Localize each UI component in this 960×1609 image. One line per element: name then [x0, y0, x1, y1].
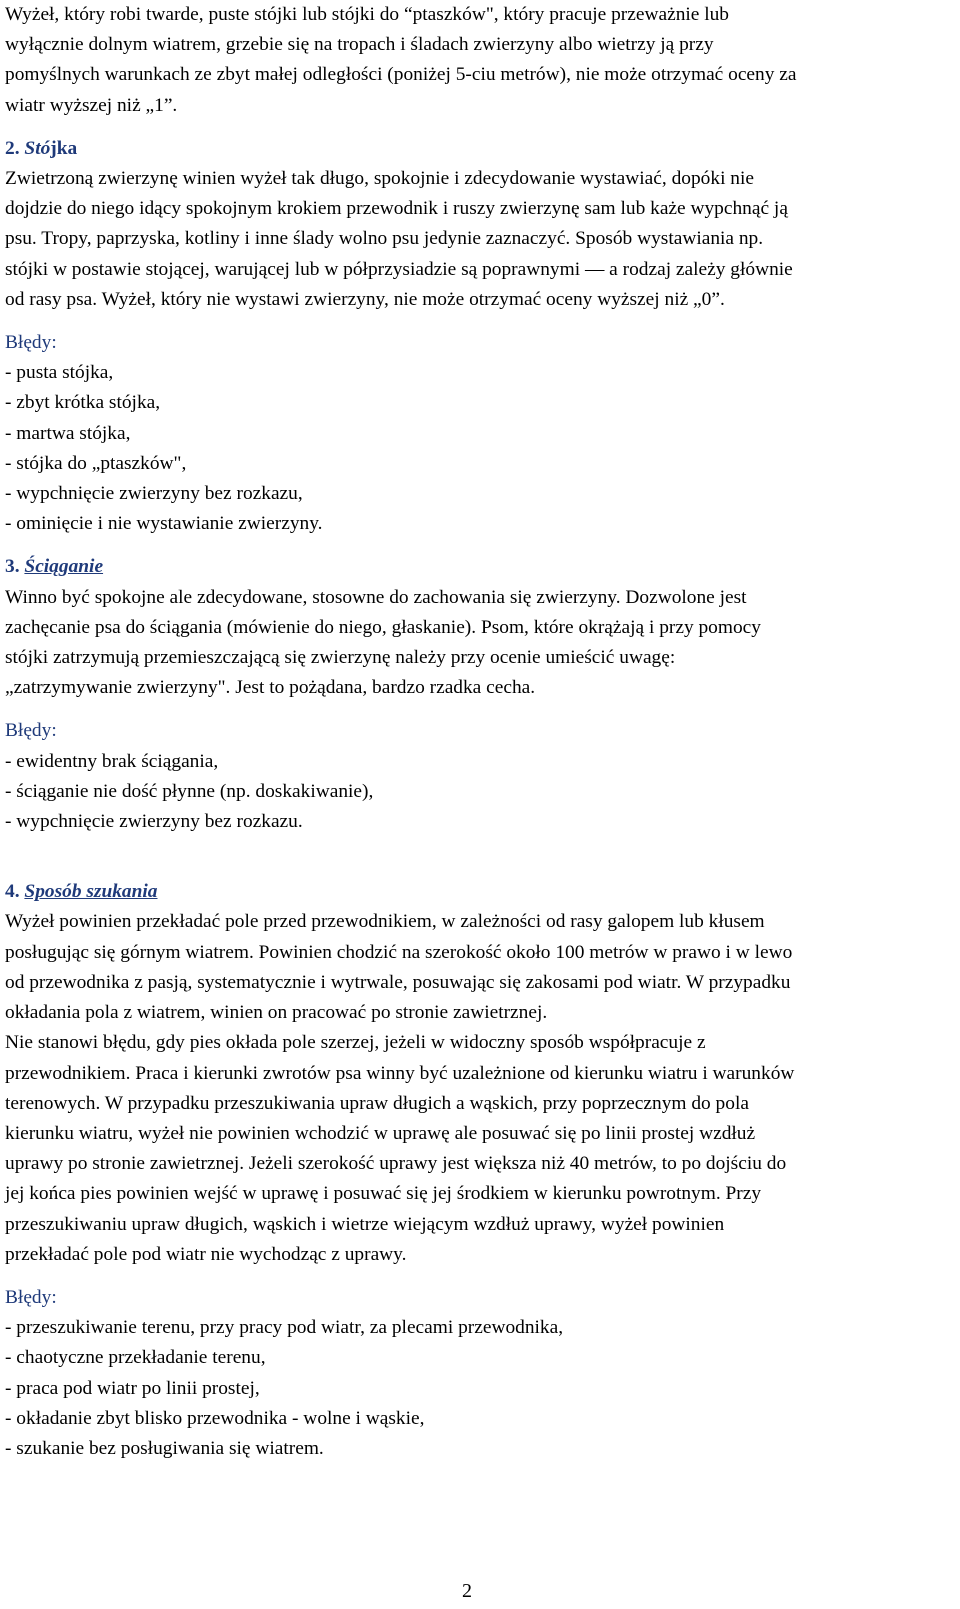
body-line: od rasy psa. Wyżeł, który nie wystawi zwierzyny, nie może otrzymać oceny wyższej niż „0”.: [5, 288, 725, 310]
section-title: Ściąganie: [24, 556, 104, 578]
body-line: zachęcanie psa do ściągania (mówienie do niego, głaskanie). Psom, które okrążają i przy pomocy: [5, 616, 761, 638]
section-number: 4.: [5, 881, 20, 903]
section-heading: [5, 134, 957, 164]
page-number: 2: [462, 1580, 472, 1602]
error-item: - chaotyczne przekładanie terenu,: [5, 1347, 266, 1369]
body-line: dojdzie do niego idący spokojnym krokiem przewodnik i ruszy zwierzynę sam lub każe wypchnąć ją: [5, 198, 788, 220]
body-line: kierunku wiatru, wyżeł nie powinien wchodzić w uprawę ale posuwać się po linii prostej wzdłuż: [5, 1122, 756, 1144]
body-line: Wyżeł powinien przekładać pole przed przewodnikiem, w zależności od rasy galopem lub kłusem: [5, 911, 765, 933]
body-line: Zwietrzoną zwierzynę winien wyżeł tak długo, spokojnie i zdecydowanie wystawiać, dopóki nie: [5, 168, 754, 190]
body-line: Winno być spokojne ale zdecydowane, stosowne do zachowania się zwierzyny. Dozwolone jest: [5, 586, 747, 608]
body-line: posługując się górnym wiatrem. Powinien chodzić na szerokość około 100 metrów w prawo i w lewo: [5, 941, 793, 963]
section-title-part: Stó: [24, 137, 51, 159]
body-line: jej końca pies powinien wejść w uprawę i posuwać się jej środkiem w kierunku powrotnym. Przy: [5, 1183, 762, 1205]
error-item: - zbyt krótka stójka,: [5, 392, 161, 414]
body-line: „zatrzymywanie zwierzyny". Jest to pożądana, bardzo rzadka cecha.: [5, 677, 536, 699]
body-line: stójki w postawie stojącej, warującej lub w półprzysiadzie są poprawnymi — a rodzaj zależy głównie: [5, 258, 793, 280]
body-line: psu. Tropy, paprzyska, kotliny i inne ślady wolno psu jedynie zaznaczyć. Sposób wystawiania np.: [5, 228, 764, 250]
body-line: Nie stanowi błędu, gdy pies okłada pole szerzej, jeżeli w widoczny sposób współpracuje z: [5, 1032, 706, 1054]
intro-paragraph: [5, 0, 957, 121]
section-title: Sposób szukania: [24, 881, 158, 903]
section-sciaganie: [5, 552, 957, 837]
errors-title: Błędy:: [5, 1286, 57, 1308]
error-item: - okładanie zbyt blisko przewodnika - wolne i wąskie,: [5, 1407, 425, 1429]
error-item: - szukanie bez posługiwania się wiatrem.: [5, 1437, 324, 1459]
section-number: 3.: [5, 556, 20, 578]
body-line: przeszukiwaniu upraw długich, wąskich i wietrze wiejącym wzdłuż uprawy, wyżeł powinien: [5, 1213, 725, 1235]
body-line: od przewodnika z pasją, systematycznie i wytrwale, posuwając się zakosami pod wiatr. W przypadku: [5, 971, 791, 993]
section-stojka: [5, 134, 957, 540]
section-title-part: jka: [50, 137, 78, 159]
error-item: - ominięcie i nie wystawianie zwierzyny.: [5, 513, 323, 535]
body-line: stójki zatrzymują przemieszczającą się zwierzynę należy przy ocenie umieścić uwagę:: [5, 647, 676, 669]
error-item: - wypchnięcie zwierzyny bez rozkazu.: [5, 811, 303, 833]
section-heading: [5, 877, 957, 907]
document-page: [5, 0, 957, 1464]
section-number: 2.: [5, 137, 20, 159]
error-item: - pusta stójka,: [5, 362, 114, 384]
section-heading: [5, 552, 957, 582]
errors-title: Błędy:: [5, 332, 57, 354]
error-item: - ściąganie nie dość płynne (np. doskakiwanie),: [5, 780, 374, 802]
body-line: przewodnikiem. Praca i kierunki zwrotów psa winny być uzależnione od kierunku wiatru i warunków: [5, 1062, 795, 1084]
intro-line: wyłącznie dolnym wiatrem, grzebie się na tropach i śladach zwierzyny albo wietrzy ją przy: [5, 34, 714, 56]
intro-line: Wyżeł, który robi twarde, puste stójki lub stójki do “ptaszków", który pracuje przeważnie lub: [5, 4, 730, 25]
intro-line: pomyślnych warunkach ze zbyt małej odległości (poniżej 5-ciu metrów), nie może otrzymać oceny za: [5, 64, 797, 86]
error-item: - przeszukiwanie terenu, przy pracy pod wiatr, za plecami przewodnika,: [5, 1317, 564, 1339]
errors-title: Błędy:: [5, 720, 57, 742]
error-item: - wypchnięcie zwierzyny bez rozkazu,: [5, 483, 303, 505]
error-item: - stójka do „ptaszków",: [5, 452, 187, 474]
error-item: - martwa stójka,: [5, 422, 131, 444]
section-sposob-szukania: [5, 877, 957, 1464]
body-line: okładania pola z wiatrem, winien on pracować po stronie zawietrznej.: [5, 1002, 548, 1024]
body-line: terenowych. W przypadku przeszukiwania upraw długich a wąskich, przy poprzecznym do pola: [5, 1092, 749, 1114]
body-line: przekładać pole pod wiatr nie wychodząc z uprawy.: [5, 1243, 407, 1265]
error-item: - ewidentny brak ściągania,: [5, 750, 219, 772]
body-line: uprawy po stronie zawietrznej. Jeżeli szerokość uprawy jest większa niż 40 metrów, to po dojściu do: [5, 1153, 787, 1175]
intro-line: wiatr wyższej niż „1”.: [5, 94, 178, 116]
error-item: - praca pod wiatr po linii prostej,: [5, 1377, 260, 1399]
